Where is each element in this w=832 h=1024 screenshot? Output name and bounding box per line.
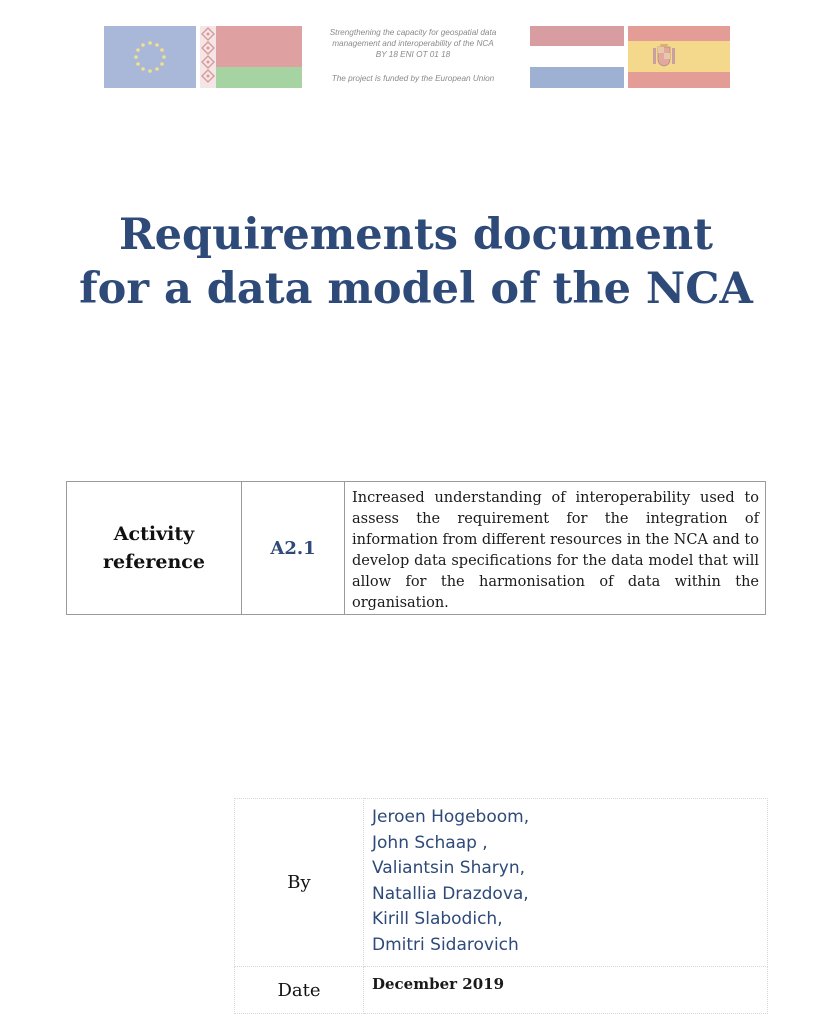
title-line-1: Requirements document — [118, 210, 714, 260]
activity-reference-code: A2.1 — [242, 482, 345, 615]
belarus-ornament — [200, 26, 216, 88]
authors-row — [235, 799, 768, 967]
activity-label-line-1: Activity — [113, 523, 195, 545]
authors-list — [364, 799, 768, 967]
project-line-2: management and interoperability of the NCA — [332, 39, 494, 48]
spain-flag — [628, 26, 730, 88]
author-name: Dmitri Sidarovich — [372, 934, 519, 955]
project-line-1: Strengthening the capacity for geospatial data — [329, 28, 497, 37]
activity-label-cell — [67, 482, 242, 615]
activity-reference-table — [66, 481, 766, 615]
activity-description: Increased understanding of interoperability used to assess the requirement for the integration of information from different resources in the NCA and to develop data specifications for the data model that will allow for the harmonisation of data within the organisation. — [352, 490, 759, 611]
author-name: Kirill Slabodich, — [372, 909, 503, 929]
project-code: BY 18 ENI OT 01 18 — [375, 50, 451, 59]
activity-description-cell — [345, 482, 766, 615]
spain-coat-of-arms-icon — [650, 42, 678, 70]
netherlands-flag — [530, 26, 624, 88]
author-name: Valiantsin Sharyn, — [372, 858, 525, 878]
title-line-2: for a data model of the NCA — [79, 264, 753, 314]
eu-stars-icon — [104, 26, 196, 88]
by-label: By — [235, 799, 364, 967]
funded-by-text: The project is funded by the European Union — [331, 74, 495, 83]
date-value: December 2019 — [364, 967, 768, 1014]
date-row — [235, 967, 768, 1014]
author-name: John Schaap , — [372, 832, 488, 853]
belarus-flag — [200, 26, 302, 88]
document-title — [60, 208, 772, 316]
author-name: Natallia Drazdova, — [372, 883, 529, 904]
activity-label-line-2: reference — [103, 551, 205, 573]
activity-row — [67, 482, 766, 615]
date-label: Date — [235, 967, 364, 1014]
eu-flag — [104, 26, 196, 88]
author-name: Jeroen Hogeboom, — [372, 807, 530, 827]
project-header-text — [306, 27, 520, 84]
authorship-table — [234, 798, 768, 1014]
